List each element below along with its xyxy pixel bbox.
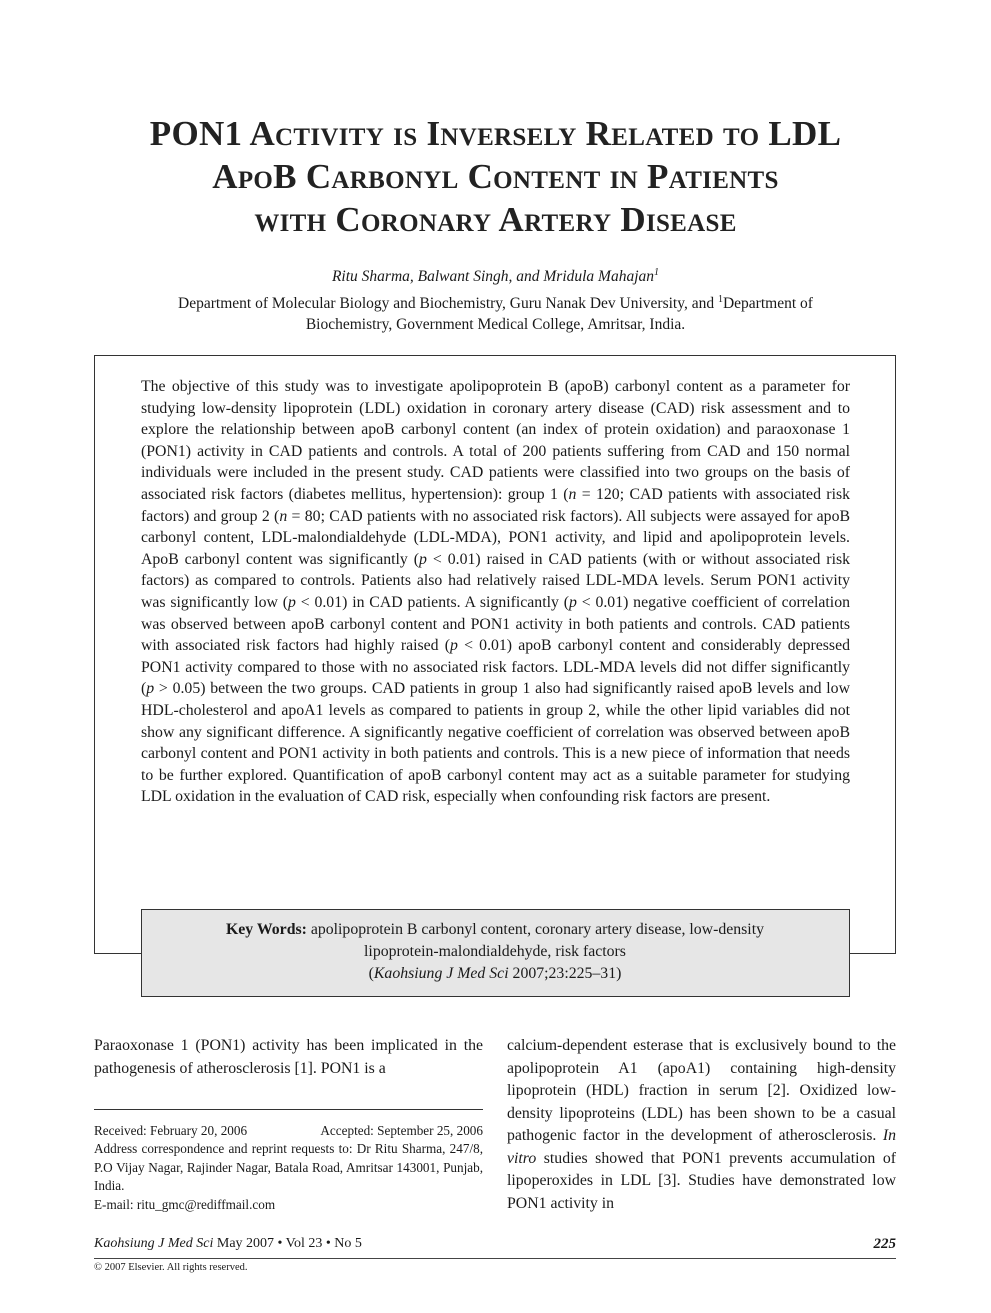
author-affil-marker: 1 [654, 267, 660, 278]
author-list [60, 267, 931, 286]
affiliation-part-1: Department of Molecular Biology and Biochemistry, Guru Nanak Dev University, and [178, 295, 718, 313]
citation-rest: 2007;23:225–31) [508, 965, 622, 982]
footer-issue: May 2007 • Vol 23 • No 5 [213, 1236, 362, 1251]
keywords-list-1: apolipoprotein B carbonyl content, coronary artery disease, low-density [306, 921, 764, 938]
keywords-label: Key Words: [226, 921, 307, 938]
abstract-seg-6: < 0.01) negative coefficient of correlation was observed between apoB carbonyl content and PON1 activity in both patients and controls. CAD patients with associated risk factors had highly raised ( [141, 593, 850, 655]
abstract-seg-1: The objective of this study was to investigate apolipoprotein B (apoB) carbonyl content as a parameter for studying low-density lipoprotein (LDL) oxidation in coronary artery disease (CAD) risk assessment and to explore the relationship between apoB carbonyl content (an index of protein oxidation) and paraoxonase 1 (PON1) activity in CAD patients and controls. A total of 200 patients suffering from CAD and 150 normal individuals were included in the present study. CAD patients were classified into two groups on the basis of associated risk factors (diabetes mellitus, hypertension): group 1 ( [141, 378, 850, 503]
title-line-1: PON1 Activity is Inversely Related to LDL [149, 114, 842, 153]
body-column-left: Paraoxonase 1 (PON1) activity has been implicated in the pathogenesis of atherosclerosis [1]. PON1 is a [94, 1037, 483, 1077]
abstract-seg-8: > 0.05) between the two groups. CAD patients in group 1 also had significantly raised apoB levels and low HDL-cholesterol and apoA1 levels as compared to patients in group 2, while the other lipid variables did not show any significant difference. A significantly negative coefficient of correlation was observed between apoB carbonyl content and PON1 activity in both patients and controls. This is a new piece of information that needs to be further explored. Quantification of apoB carbonyl content may act as a suitable parameter for studying LDL oxidation in the evaluation of CAD risk, especially when confounding risk factors are present. [141, 680, 850, 806]
abstract-seg-3: = 80; CAD patients with no associated risk factors). All subjects were assayed for apoB carbonyl content, LDL-malondialdehyde (LDL-MDA), PON1 activity, and lipid and apolipoprotein levels. ApoB carbonyl content was significantly ( [141, 507, 850, 568]
footnote [94, 1122, 483, 1214]
footer-journal [94, 1236, 362, 1252]
citation-open: ( [368, 965, 374, 982]
affiliation-line-1 [60, 289, 931, 314]
citation [150, 963, 840, 985]
abstract-p-1: p [419, 550, 427, 568]
page-number: 225 [873, 1236, 896, 1252]
abstract-seg-4: < 0.01) raised in CAD patients (with or without associated risk factors) as compared to controls. Patients also had relatively raised LDL-MDA levels. Serum PON1 activity was significantly low ( [141, 550, 851, 611]
affiliation [60, 289, 931, 335]
footnote-divider [94, 1109, 483, 1110]
affiliation-line-2: Biochemistry, Government Medical College, Amritsar, India. [305, 316, 686, 334]
body-in-vitro: In vitro [507, 1127, 896, 1167]
accepted-date: Accepted: September 25, 2006 [320, 1123, 483, 1138]
footer-divider [94, 1258, 896, 1259]
footer-journal-name: Kaohsiung J Med Sci [94, 1236, 214, 1251]
affiliation-marker: 1 [717, 294, 723, 305]
title-line-3: with Coronary Artery Disease [254, 200, 737, 239]
affiliation-part-2: Department of [722, 295, 813, 313]
author-names: Ritu Sharma, Balwant Singh, and Mridula Mahajan [331, 268, 655, 286]
keywords-line-2: lipoprotein-malondialdehyde, risk factors [364, 943, 626, 960]
abstract-seg-2: = 120; CAD patients with associated risk factors) and group 2 ( [141, 485, 851, 525]
abstract-text [141, 376, 850, 808]
abstract-p-3: p [568, 593, 577, 611]
abstract-n-1: n [568, 485, 577, 503]
body-right-seg-2: studies showed that PON1 prevents accumulation of lipoperoxides in LDL [3]. Studies have demonstrated low PON1 activity in [507, 1149, 896, 1212]
correspondence-address: Address correspondence and reprint requests to: Dr Ritu Sharma, 247/8, P.O Vijay Nagar, Rajinder Nagar, Batala Road, Amritsar 143001, Punjab, India. [94, 1141, 483, 1194]
abstract-p-5: p [146, 680, 155, 698]
received-date: Received: February 20, 2006 [94, 1123, 248, 1138]
correspondence-email: E-mail: ritu_gmc@rediffmail.com [94, 1196, 276, 1212]
copyright: © 2007 Elsevier. All rights reserved. [94, 1262, 248, 1273]
keywords-text [150, 919, 840, 985]
citation-journal: Kaohsiung J Med Sci [373, 965, 509, 982]
keywords-line-1 [150, 919, 840, 941]
abstract-p-4: p [450, 637, 458, 655]
abstract-seg-5: < 0.01) in CAD patients. A significantly ( [295, 593, 569, 611]
footnote-dates [94, 1122, 483, 1140]
article-title [60, 112, 931, 241]
abstract-seg-7: < 0.01) apoB carbonyl content and considerably depressed PON1 activity compared to those with no associated risk factors. LDL-MDA levels did not differ significantly ( [141, 637, 850, 698]
body-right-seg-1: calcium-dependent esterase that is exclusively bound to the apolipoprotein A1 (apoA1) containing high-density lipoprotein (HDL) fraction in serum [2]. Oxidized low-density lipoproteins (LDL) has been shown to be a casual pathogenic factor in the development of atherosclerosis. [507, 1037, 896, 1144]
abstract-n-2: n [279, 507, 288, 525]
abstract-p-2: p [287, 593, 296, 611]
title-line-2: ApoB Carbonyl Content in Patients [212, 157, 779, 196]
body-column-right [507, 1035, 896, 1215]
